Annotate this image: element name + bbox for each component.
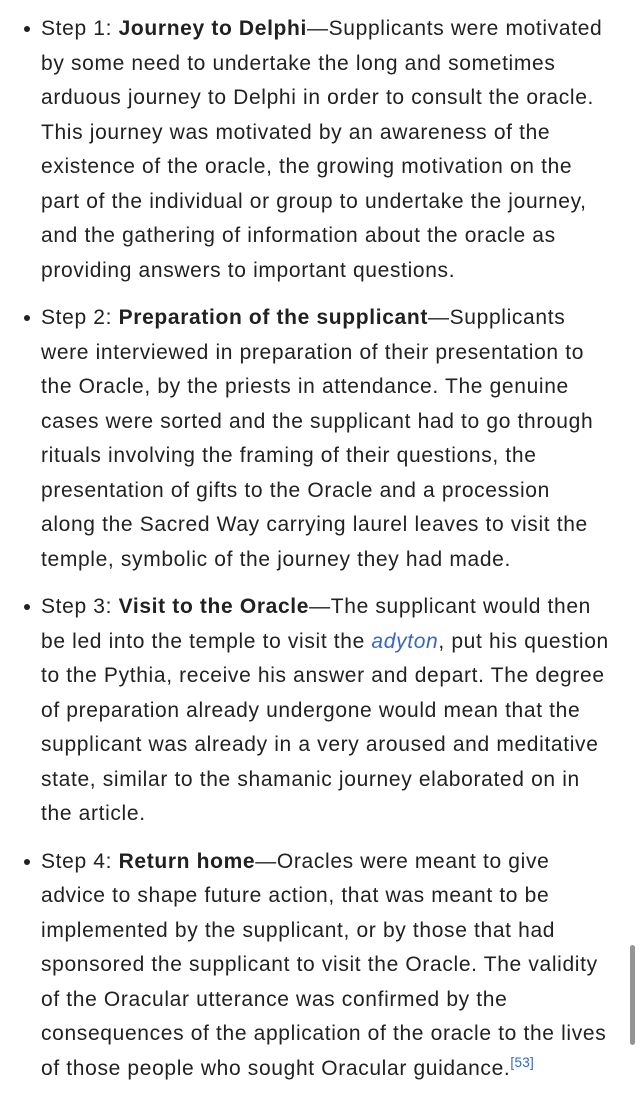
list-item-step-3: [0, 590, 611, 832]
body-text: , put his question to the Pythia, receive his answer and depart. The degree of preparation already undergone would mean that the supplicant was already in a very aroused and meditative state, similar to the shamanic journey elaborated on in the article.: [41, 629, 609, 825]
bullet-icon: [24, 859, 30, 865]
step-number-label: Step 3:: [41, 595, 119, 618]
citation-ref: [510, 1055, 534, 1070]
step-number-label: Step 4:: [41, 849, 119, 873]
body-text: —Supplicants were motivated by some need to undertake the long and sometimes arduous journey to Delphi in order to consult the oracle. This journey was motivated by an awareness of the existence of the oracle, the growing motivation on the part of the individual or group to undertake the journey, and the gathering of information about the oracle as providing answers to important questions.: [41, 17, 603, 282]
scrollbar-thumb[interactable]: [630, 945, 635, 1045]
list-item-step-4: [0, 845, 611, 1087]
bullet-icon: [24, 315, 30, 321]
step-title: Journey to Delphi: [118, 17, 307, 40]
bullet-icon: [24, 604, 30, 610]
adyton-link[interactable]: adyton: [371, 629, 439, 653]
step-number-label: Step 1:: [41, 17, 119, 40]
list-item-step-1: [0, 12, 611, 288]
body-text: —Oracles were meant to give advice to shape future action, that was meant to be implemented by the supplicant, or by those that had sponsored the supplicant to visit the Oracle. The validity of the Oracular utterance was confirmed by the consequences of the application of the oracle to the lives of those people who sought Oracular guidance.: [41, 849, 607, 1080]
body-text: —The supplicant would then be led into the temple to visit the: [41, 595, 592, 653]
citation-53-link[interactable]: [53]: [510, 1054, 535, 1070]
body-text: —Supplicants were interviewed in preparation of their presentation to the Oracle, by the priests in attendance. The genuine cases were sorted and the supplicant had to go through rituals involving the framing of their questions, the presentation of gifts to the Oracle and a procession along the Sacred Way carrying laurel leaves to visit the temple, symbolic of the journey they had made.: [41, 306, 594, 571]
step-number-label: Step 2:: [41, 306, 119, 329]
step-title: Preparation of the supplicant: [118, 306, 428, 329]
list-item-step-2: [0, 301, 611, 577]
bullet-icon: [24, 26, 30, 32]
step-title: Return home: [118, 849, 256, 873]
step-title: Visit to the Oracle: [118, 595, 310, 618]
